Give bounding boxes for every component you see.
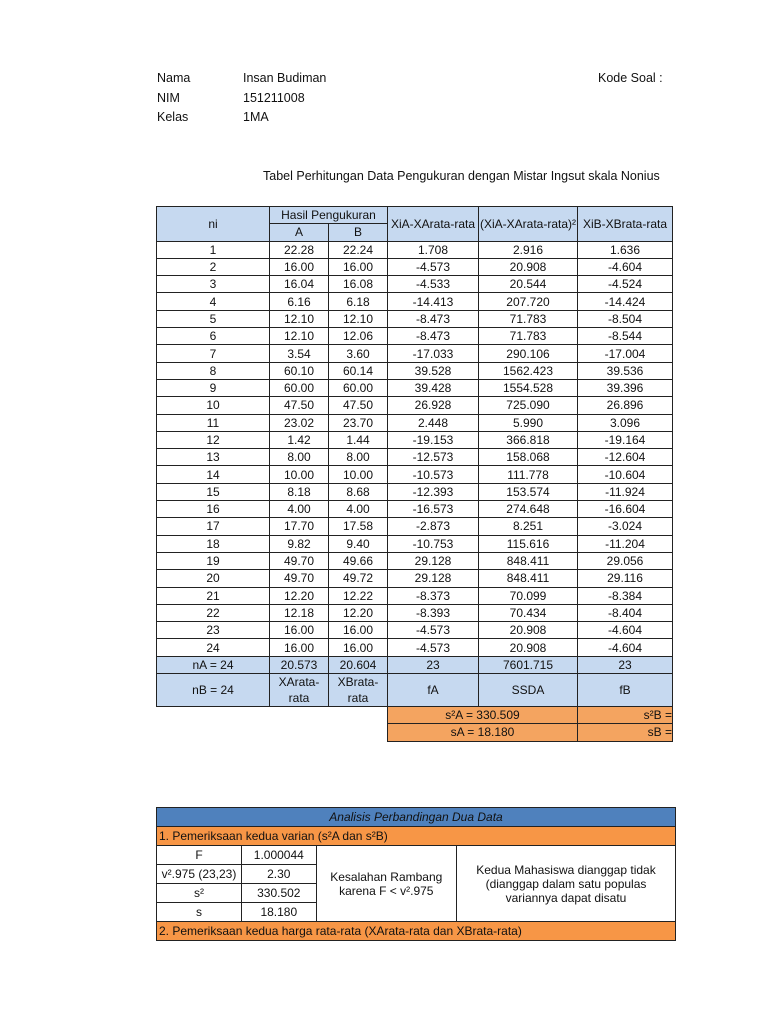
cell-ni: 8 — [157, 362, 270, 379]
measurement-table — [156, 206, 673, 742]
cell-b: 6.18 — [329, 293, 388, 310]
cell-dev-a: -8.473 — [388, 328, 479, 345]
cell-dev-b: -4.604 — [578, 622, 673, 639]
table-row — [157, 483, 673, 500]
cell-dev-b: 39.536 — [578, 362, 673, 379]
cell-sq-a: 207.720 — [479, 293, 578, 310]
cell-dev-b: -8.404 — [578, 604, 673, 621]
table-row — [157, 552, 673, 569]
table-row — [157, 449, 673, 466]
stat-value: 1.000044 — [242, 846, 317, 865]
foot-mean-a: 20.573 — [270, 656, 329, 673]
cell-a: 8.18 — [270, 483, 329, 500]
table-row — [157, 501, 673, 518]
table-row — [157, 379, 673, 396]
cell-b: 16.00 — [329, 639, 388, 656]
cell-ni: 19 — [157, 552, 270, 569]
cell-ni: 12 — [157, 431, 270, 448]
cell-a: 12.18 — [270, 604, 329, 621]
stat-value: 2.30 — [242, 865, 317, 884]
cell-ni: 7 — [157, 345, 270, 362]
nama-label: Nama — [157, 71, 191, 85]
cell-a: 1.42 — [270, 431, 329, 448]
cell-ni: 1 — [157, 241, 270, 258]
cell-a: 47.50 — [270, 397, 329, 414]
cell-dev-b: -11.204 — [578, 535, 673, 552]
cell-ni: 15 — [157, 483, 270, 500]
stat-label: v².975 (23,23) — [157, 865, 242, 884]
analysis-title: Analisis Perbandingan Dua Data — [157, 808, 676, 827]
foot-label-ssda: SSDA — [479, 674, 578, 707]
cell-b: 47.50 — [329, 397, 388, 414]
header-dev-a: XiA-XArata-rata — [388, 207, 479, 242]
sb-value: sB = — [578, 724, 673, 741]
cell-dev-a: -19.153 — [388, 431, 479, 448]
cell-b: 12.20 — [329, 604, 388, 621]
stat-value: 330.502 — [242, 884, 317, 903]
cell-b: 49.66 — [329, 552, 388, 569]
cell-a: 16.00 — [270, 258, 329, 275]
nim-label: NIM — [157, 91, 180, 105]
cell-ni: 5 — [157, 310, 270, 327]
kode-soal-label: Kode Soal : — [598, 71, 663, 85]
table-row — [157, 622, 673, 639]
cell-sq-a: 71.783 — [479, 328, 578, 345]
cell-a: 16.00 — [270, 639, 329, 656]
header-hasil: Hasil Pengukuran — [270, 207, 388, 224]
cell-a: 16.04 — [270, 276, 329, 293]
cell-sq-a: 20.908 — [479, 622, 578, 639]
cell-sq-a: 70.099 — [479, 587, 578, 604]
cell-dev-b: -4.604 — [578, 258, 673, 275]
cell-a: 17.70 — [270, 518, 329, 535]
cell-a: 16.00 — [270, 622, 329, 639]
cell-sq-a: 848.411 — [479, 570, 578, 587]
cell-a: 8.00 — [270, 449, 329, 466]
table-row — [157, 241, 673, 258]
table-row — [157, 293, 673, 310]
cell-dev-b: 1.636 — [578, 241, 673, 258]
foot-na: nA = 24 — [157, 656, 270, 673]
cell-ni: 23 — [157, 622, 270, 639]
cell-b: 8.00 — [329, 449, 388, 466]
cell-dev-b: -4.604 — [578, 639, 673, 656]
foot-label-mean-a: XArata-rata — [270, 674, 329, 707]
blank-cell — [157, 707, 388, 724]
cell-ni: 18 — [157, 535, 270, 552]
foot-ssda-value: 7601.715 — [479, 656, 578, 673]
cell-dev-a: -12.573 — [388, 449, 479, 466]
cell-ni: 21 — [157, 587, 270, 604]
cell-a: 60.00 — [270, 379, 329, 396]
cell-dev-b: -10.604 — [578, 466, 673, 483]
cell-dev-a: -2.873 — [388, 518, 479, 535]
cell-dev-a: -8.393 — [388, 604, 479, 621]
cell-sq-a: 153.574 — [479, 483, 578, 500]
cell-b: 12.06 — [329, 328, 388, 345]
cell-dev-b: 29.116 — [578, 570, 673, 587]
cell-dev-a: -8.373 — [388, 587, 479, 604]
table-row — [157, 535, 673, 552]
stat-value: 18.180 — [242, 903, 317, 922]
table-row — [157, 604, 673, 621]
cell-dev-a: 2.448 — [388, 414, 479, 431]
cell-dev-a: 39.528 — [388, 362, 479, 379]
cell-a: 60.10 — [270, 362, 329, 379]
table-row — [157, 587, 673, 604]
cell-sq-a: 290.106 — [479, 345, 578, 362]
cell-a: 6.16 — [270, 293, 329, 310]
cell-sq-a: 71.783 — [479, 310, 578, 327]
cell-b: 22.24 — [329, 241, 388, 258]
cell-b: 17.58 — [329, 518, 388, 535]
cell-dev-b: -19.164 — [578, 431, 673, 448]
analysis-table — [156, 807, 676, 941]
cell-a: 49.70 — [270, 552, 329, 569]
cell-sq-a: 5.990 — [479, 414, 578, 431]
cell-a: 12.10 — [270, 310, 329, 327]
cell-a: 23.02 — [270, 414, 329, 431]
cell-sq-a: 366.818 — [479, 431, 578, 448]
cell-sq-a: 20.908 — [479, 639, 578, 656]
cell-b: 12.10 — [329, 310, 388, 327]
kesimpulan-text: Kedua Mahasiswa dianggap tidak (dianggap dalam satu populas variannya dapat disatu — [456, 846, 675, 922]
cell-dev-b: 3.096 — [578, 414, 673, 431]
cell-ni: 4 — [157, 293, 270, 310]
cell-dev-b: 26.896 — [578, 397, 673, 414]
cell-a: 10.00 — [270, 466, 329, 483]
cell-b: 10.00 — [329, 466, 388, 483]
cell-ni: 13 — [157, 449, 270, 466]
kelas-value: 1MA — [243, 110, 269, 124]
cell-ni: 14 — [157, 466, 270, 483]
cell-b: 1.44 — [329, 431, 388, 448]
table-body — [157, 241, 673, 656]
cell-a: 12.20 — [270, 587, 329, 604]
table-row — [157, 276, 673, 293]
cell-b: 49.72 — [329, 570, 388, 587]
cell-ni: 24 — [157, 639, 270, 656]
header-dev-b: XiB-XBrata-rata — [578, 207, 673, 242]
cell-dev-a: 29.128 — [388, 552, 479, 569]
cell-dev-a: -8.473 — [388, 310, 479, 327]
table-row — [157, 414, 673, 431]
cell-a: 9.82 — [270, 535, 329, 552]
cell-dev-b: -17.004 — [578, 345, 673, 362]
cell-a: 3.54 — [270, 345, 329, 362]
cell-dev-b: -8.504 — [578, 310, 673, 327]
cell-sq-a: 70.434 — [479, 604, 578, 621]
cell-sq-a: 111.778 — [479, 466, 578, 483]
cell-dev-a: -4.533 — [388, 276, 479, 293]
s2b-value: s²B = — [578, 707, 673, 724]
blank-cell — [157, 724, 388, 741]
cell-dev-b: -14.424 — [578, 293, 673, 310]
cell-b: 16.08 — [329, 276, 388, 293]
cell-dev-a: -4.573 — [388, 622, 479, 639]
cell-sq-a: 158.068 — [479, 449, 578, 466]
kelas-label: Kelas — [157, 110, 189, 124]
section-1-title: 1. Pemeriksaan kedua varian (s²A dan s²B) — [157, 827, 676, 846]
cell-dev-b: -11.924 — [578, 483, 673, 500]
table-title: Tabel Perhitungan Data Pengukuran dengan Mistar Ingsut skala Nonius — [263, 169, 660, 183]
cell-sq-a: 725.090 — [479, 397, 578, 414]
header-ni: ni — [157, 207, 270, 242]
cell-ni: 9 — [157, 379, 270, 396]
cell-sq-a: 1562.423 — [479, 362, 578, 379]
foot-fb-value: 23 — [578, 656, 673, 673]
table-row — [157, 328, 673, 345]
foot-label-mean-b: XBrata-rata — [329, 674, 388, 707]
nama-value: Insan Budiman — [243, 71, 327, 85]
cell-ni: 10 — [157, 397, 270, 414]
header-a: A — [270, 224, 329, 241]
cell-ni: 6 — [157, 328, 270, 345]
table-row — [157, 570, 673, 587]
cell-ni: 22 — [157, 604, 270, 621]
table-row — [157, 431, 673, 448]
cell-dev-b: 29.056 — [578, 552, 673, 569]
header-b: B — [329, 224, 388, 241]
table-row — [157, 258, 673, 275]
cell-sq-a: 115.616 — [479, 535, 578, 552]
stat-label: s² — [157, 884, 242, 903]
foot-label-fa: fA — [388, 674, 479, 707]
kesalahan-text: Kesalahan Rambang karena F < v².975 — [316, 846, 456, 922]
table-row — [157, 639, 673, 656]
cell-dev-b: -8.384 — [578, 587, 673, 604]
cell-dev-a: -14.413 — [388, 293, 479, 310]
cell-ni: 2 — [157, 258, 270, 275]
cell-dev-b: -8.544 — [578, 328, 673, 345]
cell-b: 60.14 — [329, 362, 388, 379]
cell-b: 8.68 — [329, 483, 388, 500]
cell-b: 23.70 — [329, 414, 388, 431]
cell-dev-b: -12.604 — [578, 449, 673, 466]
cell-dev-a: 26.928 — [388, 397, 479, 414]
cell-sq-a: 20.544 — [479, 276, 578, 293]
cell-ni: 11 — [157, 414, 270, 431]
nim-value: 151211008 — [243, 91, 305, 105]
cell-dev-a: 39.428 — [388, 379, 479, 396]
cell-b: 9.40 — [329, 535, 388, 552]
cell-dev-a: 29.128 — [388, 570, 479, 587]
cell-b: 4.00 — [329, 501, 388, 518]
table-row — [157, 362, 673, 379]
foot-label-fb: fB — [578, 674, 673, 707]
cell-sq-a: 1554.528 — [479, 379, 578, 396]
cell-sq-a: 20.908 — [479, 258, 578, 275]
cell-dev-a: -17.033 — [388, 345, 479, 362]
cell-dev-a: -4.573 — [388, 639, 479, 656]
table-row — [157, 345, 673, 362]
cell-dev-a: -12.393 — [388, 483, 479, 500]
section-2-title: 2. Pemeriksaan kedua harga rata-rata (XArata-rata dan XBrata-rata) — [157, 922, 676, 941]
cell-ni: 20 — [157, 570, 270, 587]
table-row — [157, 310, 673, 327]
cell-ni: 3 — [157, 276, 270, 293]
cell-a: 12.10 — [270, 328, 329, 345]
foot-fa-value: 23 — [388, 656, 479, 673]
cell-dev-b: 39.396 — [578, 379, 673, 396]
cell-a: 22.28 — [270, 241, 329, 258]
stat-label: F — [157, 846, 242, 865]
cell-dev-a: -4.573 — [388, 258, 479, 275]
cell-ni: 16 — [157, 501, 270, 518]
stat-label: s — [157, 903, 242, 922]
cell-dev-a: 1.708 — [388, 241, 479, 258]
header-sq-a: (XiA-XArata-rata)² — [479, 207, 578, 242]
cell-b: 3.60 — [329, 345, 388, 362]
cell-a: 49.70 — [270, 570, 329, 587]
cell-b: 16.00 — [329, 622, 388, 639]
cell-sq-a: 2.916 — [479, 241, 578, 258]
cell-a: 4.00 — [270, 501, 329, 518]
cell-dev-b: -4.524 — [578, 276, 673, 293]
cell-dev-a: -16.573 — [388, 501, 479, 518]
cell-dev-b: -16.604 — [578, 501, 673, 518]
cell-b: 60.00 — [329, 379, 388, 396]
foot-nb: nB = 24 — [157, 674, 270, 707]
cell-sq-a: 8.251 — [479, 518, 578, 535]
cell-dev-b: -3.024 — [578, 518, 673, 535]
cell-b: 12.22 — [329, 587, 388, 604]
cell-ni: 17 — [157, 518, 270, 535]
cell-sq-a: 848.411 — [479, 552, 578, 569]
cell-sq-a: 274.648 — [479, 501, 578, 518]
cell-dev-a: -10.573 — [388, 466, 479, 483]
cell-dev-a: -10.753 — [388, 535, 479, 552]
cell-b: 16.00 — [329, 258, 388, 275]
s2a-value: s²A = 330.509 — [388, 707, 578, 724]
table-row — [157, 518, 673, 535]
sa-value: sA = 18.180 — [388, 724, 578, 741]
table-row — [157, 397, 673, 414]
foot-mean-b: 20.604 — [329, 656, 388, 673]
table-row — [157, 466, 673, 483]
